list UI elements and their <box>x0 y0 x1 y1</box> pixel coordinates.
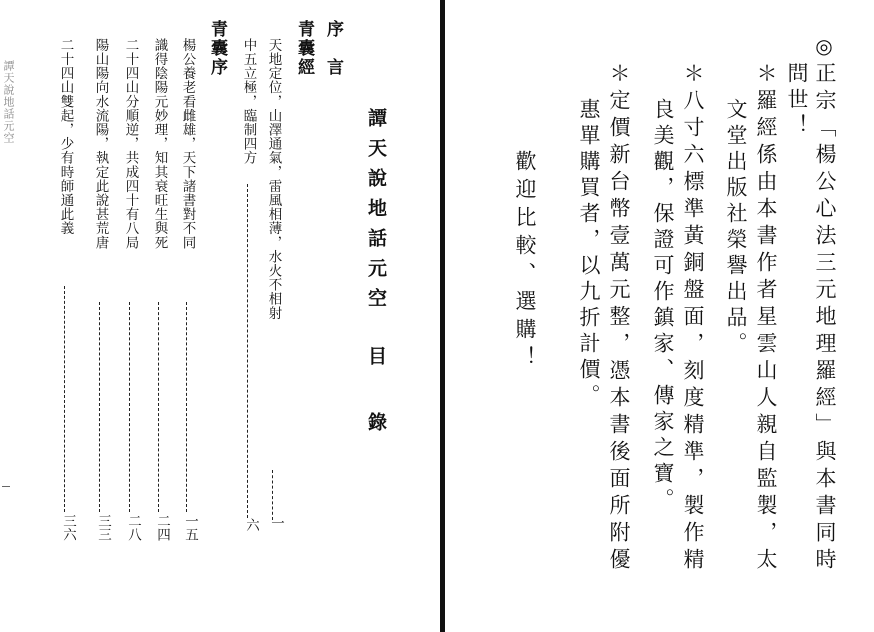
toc-entry-text[interactable]: 識得陰陽元妙理，知其衰旺生與死 <box>151 38 168 250</box>
ad-closing-line: 歡迎比較、選購！ <box>513 150 537 374</box>
ad-line: 正宗「楊公心法三元地理羅經」與本書同時 <box>813 62 837 575</box>
edge-tick-mark <box>2 486 10 487</box>
ad-line: 文堂出版社榮譽出品。 <box>724 98 748 358</box>
advertisement-page <box>446 0 874 632</box>
toc-entry-page: 二四 <box>154 514 170 541</box>
toc-leader-dots <box>247 184 248 518</box>
ad-line: ＊八寸六標準黃銅盤面，刻度精準，製作精 <box>681 62 705 575</box>
ad-line: 問世！ <box>785 62 809 140</box>
spine-edge-text: 譚天說地話元空 <box>2 60 15 144</box>
toc-entry-page: 一 <box>268 516 284 530</box>
section-qingnang-xu: 青囊序 <box>207 20 227 77</box>
ad-line: ＊羅經係由本書作者星雲山人親自監製，太 <box>754 62 778 575</box>
ad-line: 良美觀，保證可作鎮家、傳家之寶。 <box>651 98 675 514</box>
ad-line: 惠單購買者，以九折計價。 <box>577 98 601 410</box>
toc-leader-dots <box>272 470 273 520</box>
toc-entry-text[interactable]: 二十四山分順逆，共成四十有八局 <box>122 38 139 250</box>
toc-leader-dots <box>129 302 130 512</box>
toc-entry-text[interactable]: 天地定位，山澤通氣，雷風相薄，水火不相射 <box>265 38 282 320</box>
toc-entry-page: 一五 <box>182 514 198 541</box>
toc-heading-lu: 錄 <box>365 412 387 442</box>
book-spine-divider <box>440 0 445 632</box>
circle-mark-icon: ◎ <box>812 34 836 63</box>
toc-leader-dots <box>186 302 187 512</box>
toc-entry-page: 三三 <box>95 514 111 541</box>
toc-leader-dots <box>64 286 65 512</box>
toc-leader-dots <box>158 302 159 512</box>
toc-entry-text[interactable]: 陽山陽向水流陽，執定此說甚荒唐 <box>92 38 109 250</box>
book-title: 譚天說地話元空 <box>365 108 387 318</box>
section-qingnang-jing: 青囊經 <box>294 20 314 77</box>
toc-leader-dots <box>99 302 100 512</box>
toc-heading-mu: 目 <box>365 346 387 376</box>
toc-entry-page: 六 <box>243 518 259 532</box>
toc-entry-text[interactable]: 二十四山雙起，少有時師通此義 <box>57 38 74 236</box>
section-preface: 序 言 <box>323 20 343 77</box>
toc-entry-text[interactable]: 中五立極，臨制四方 <box>240 38 257 165</box>
toc-entry-page: 二八 <box>125 514 141 541</box>
toc-entry-page: 三六 <box>60 514 76 541</box>
toc-entry-text[interactable]: 楊公養老看雌雄，天下諸書對不同 <box>179 38 196 250</box>
ad-line: ＊定價新台幣壹萬元整，憑本書後面所附優 <box>607 62 631 575</box>
